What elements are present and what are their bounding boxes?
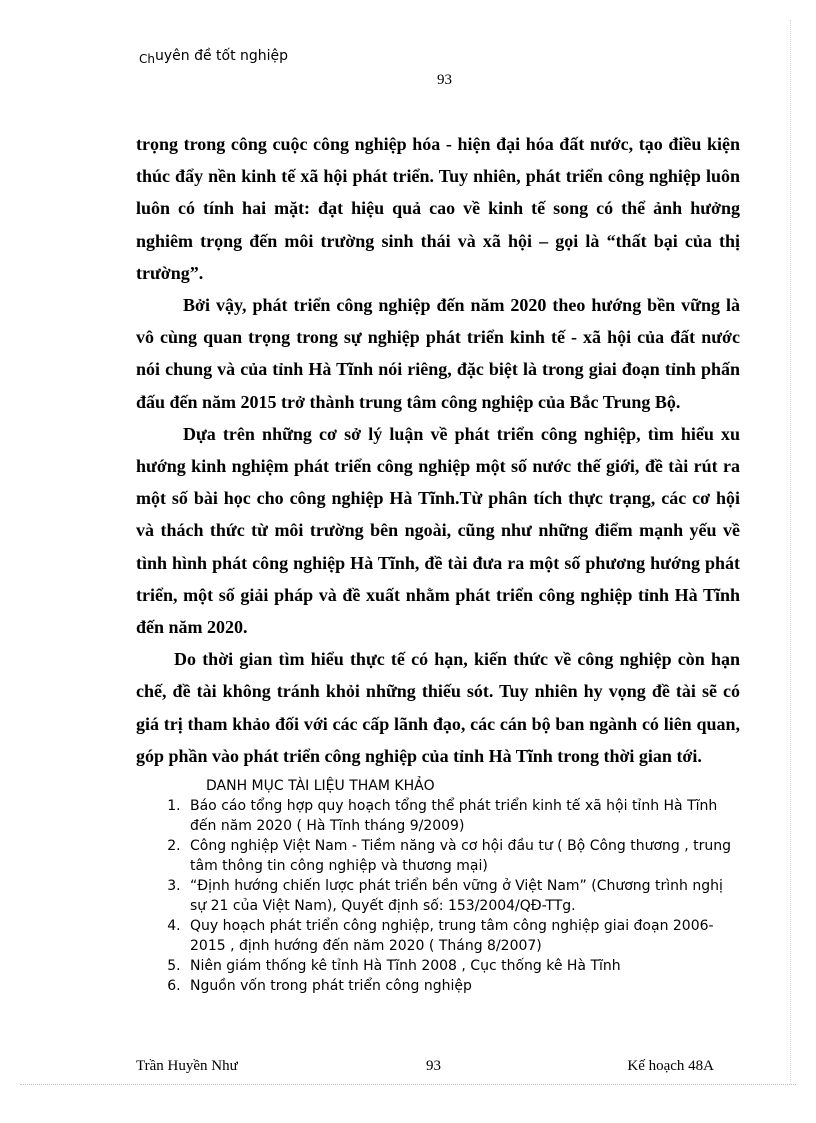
reference-item: 1. Báo cáo tổng hợp quy hoạch tổng thể phát triển kinh tế xã hội tỉnh Hà Tĩnh đến năm 2020 ( Hà Tĩnh tháng 9/2009)	[185, 796, 740, 836]
footer-class: Kế hoạch 48A	[627, 1058, 714, 1074]
reference-item: 6. Nguồn vốn trong phát triển công nghiệp	[185, 976, 740, 996]
header-page-number: 93	[437, 72, 452, 88]
reference-item: 4. Quy hoạch phát triển công nghiệp, trung tâm công nghiệp giai đoạn 2006-2015 , định hướng đến năm 2020 ( Tháng 8/2007)	[185, 916, 740, 956]
references-section	[136, 776, 740, 996]
reference-item: 3. “Định hướng chiến lược phát triển bền vững ở Việt Nam” (Chương trình nghị sự 21 của Việt Nam), Quyết định số: 153/2004/QĐ-TTg.	[185, 876, 740, 916]
footer-divider	[20, 1084, 796, 1085]
right-margin-divider	[790, 20, 791, 1084]
paragraph-4: Do thời gian tìm hiểu thực tế có hạn, kiến thức về công nghiệp còn hạn chế, đề tài không tránh khỏi những thiếu sót. Tuy nhiên hy vọng đề tài sẽ có giá trị tham khảo đối với các cấp lãnh đạo, các cán bộ ban ngành có liên quan, góp phần vào phát triển công nghiệp của tỉnh Hà Tĩnh trong thời gian tới.	[136, 649, 740, 766]
references-title: DANH MỤC TÀI LIỆU THAM KHẢO	[206, 778, 435, 794]
footer-page-number: 93	[426, 1058, 441, 1074]
header-title	[139, 48, 288, 64]
paragraph-1: trọng trong công cuộc công nghiệp hóa - hiện đại hóa đất nước, tạo điều kiện thúc đẩy nền kinh tế xã hội phát triển. Tuy nhiên, phát triển công nghiệp luôn luôn có tính hai mặt: đạt hiệu quả cao về kinh tế song có thể ảnh hưởng nghiêm trọng đến môi trường sinh thái và xã hội – gọi là “thất bại của thị trường”.	[136, 134, 740, 283]
references-list	[136, 796, 740, 996]
footer-author: Trần Huyền Như	[136, 1058, 238, 1074]
reference-item: 5. Niên giám thống kê tỉnh Hà Tĩnh 2008 , Cục thống kê Hà Tĩnh	[185, 956, 740, 976]
header-title-rest: uyên đề tốt nghiệp	[154, 48, 289, 64]
reference-item: 2. Công nghiệp Việt Nam - Tiềm năng và cơ hội đầu tư ( Bộ Công thương , trung tâm thông tin công nghiệp và thương mại)	[185, 836, 740, 876]
body-text	[136, 128, 740, 772]
header-title-prefix: Ch	[139, 52, 155, 66]
paragraph-2: Bởi vậy, phát triển công nghiệp đến năm 2020 theo hướng bền vững là vô cùng quan trọng trong sự nghiệp phát triển kinh tế - xã hội của đất nước nói chung và của tỉnh Hà Tĩnh nói riêng, đặc biệt là trong giai đoạn tỉnh phấn đấu đến năm 2015 trở thành trung tâm công nghiệp của Bắc Trung Bộ.	[136, 295, 740, 412]
paragraph-3: Dựa trên những cơ sở lý luận về phát triển công nghiệp, tìm hiểu xu hướng kinh nghiệm phát triển công nghiệp một số nước thế giới, đề tài rút ra một số bài học cho công nghiệp Hà Tĩnh.Từ phân tích thực trạng, các cơ hội và thách thức từ môi trường bên ngoài, cũng như những điểm mạnh yếu về tình hình phát công nghiệp Hà Tĩnh, đề tài đưa ra một số phương hướng phát triển, một số giải pháp và đề xuất nhằm phát triển công nghiệp tỉnh Hà Tĩnh đến năm 2020.	[136, 423, 740, 638]
